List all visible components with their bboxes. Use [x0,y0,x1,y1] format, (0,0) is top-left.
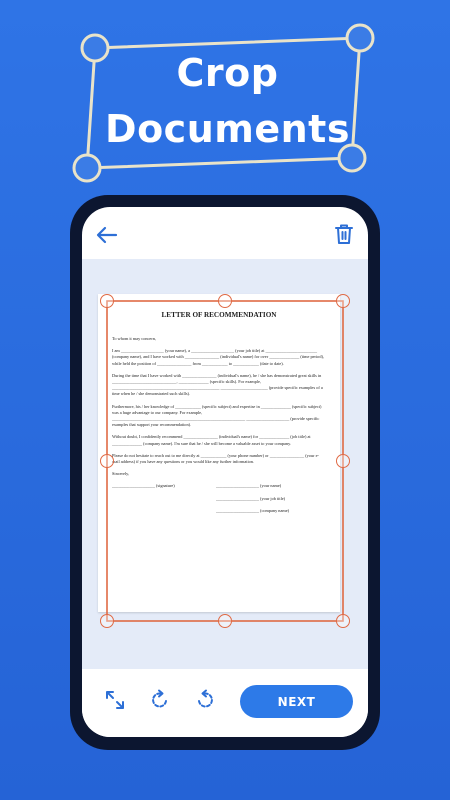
document-paragraph-3: Furthermore, his / her knowledge of ____________ (specific subject) and expertise in ______________ (specific subject) was a huge advantage to our company. For example, ______________________________________________________________ ____________________ (provide specific examples that support your recommendation). [112,403,323,428]
document-closing: Sincerely, [112,471,130,477]
crop-handle-bottom-middle[interactable] [218,614,232,628]
crop-canvas[interactable] [82,259,368,669]
crop-handle-bottom-right[interactable] [336,614,350,628]
sender-details [216,483,289,514]
document-paragraph-5: Please do not hesitate to reach out to me directly at ____________ (your phone number) or ________________ (your e-mail address) if you have any questions or you would like any further information. [112,452,319,465]
crop-handle-top-left[interactable] [100,294,114,308]
phone-screen [82,207,368,737]
top-bar [82,207,368,259]
signature-line: ____________________ (signature) [112,483,175,489]
document-paragraph-4: Without doubt, I confidently recommend ________________ (individual's name) for ______________ (job title) at ______________ (company name). I'm sure that he / she will become a valuable asset to your company. [112,434,312,446]
signature-block [112,483,326,513]
headline-crop-frame [0,0,450,200]
crop-handle-top-right[interactable] [336,294,350,308]
rotate-right-button[interactable] [149,689,171,711]
expand-icon [104,689,126,711]
next-button[interactable]: NEXT [240,685,353,718]
rotate-right-icon [149,689,171,711]
document-title: LETTER OF RECOMMENDATION [161,311,277,319]
rotate-left-button[interactable] [194,689,216,711]
expand-button[interactable] [104,689,126,711]
document-body [112,336,326,513]
crop-handle-middle-left[interactable] [100,454,114,468]
delete-button[interactable] [334,223,354,245]
crop-handle-middle-right[interactable] [336,454,350,468]
document-salutation: To whom it may concern, [112,336,156,341]
document-paragraph-1: I am ____________________ (your name), a ____________________ (your job title) at ________________________ (company name), and I have worked with ________________ (individual's name) for over ______________ (time period), while held the position of ________________ from ____________ to ____________ (date to date). [112,348,326,366]
headline-line-1: Crop [176,51,279,95]
phone-frame [70,195,380,750]
document-paragraph-2: During the time that I have worked with ________________ (individual's name), he / she has demonstrated great skills in ______________________________, ______________ (specific skills). For example, __________________________________________________ ______________________ (provide specific examples of a time when he / she demonstrated such skills). [112,372,324,397]
sender-company-line: ____________________ (company name) [216,507,290,513]
headline-line-2: Documents [105,107,350,151]
crop-handle-top-middle[interactable] [218,294,232,308]
rotate-left-icon [194,689,216,711]
sender-name-line: ____________________ (your name) [216,483,282,489]
document-page [98,294,340,612]
bottom-toolbar [82,669,368,737]
trash-icon [334,223,354,245]
crop-handle-bottom-left[interactable] [100,614,114,628]
arrow-left-icon [96,225,118,245]
headline-text [95,45,360,157]
sender-title-line: ____________________ (your job title) [216,495,286,501]
back-button[interactable] [96,225,118,245]
